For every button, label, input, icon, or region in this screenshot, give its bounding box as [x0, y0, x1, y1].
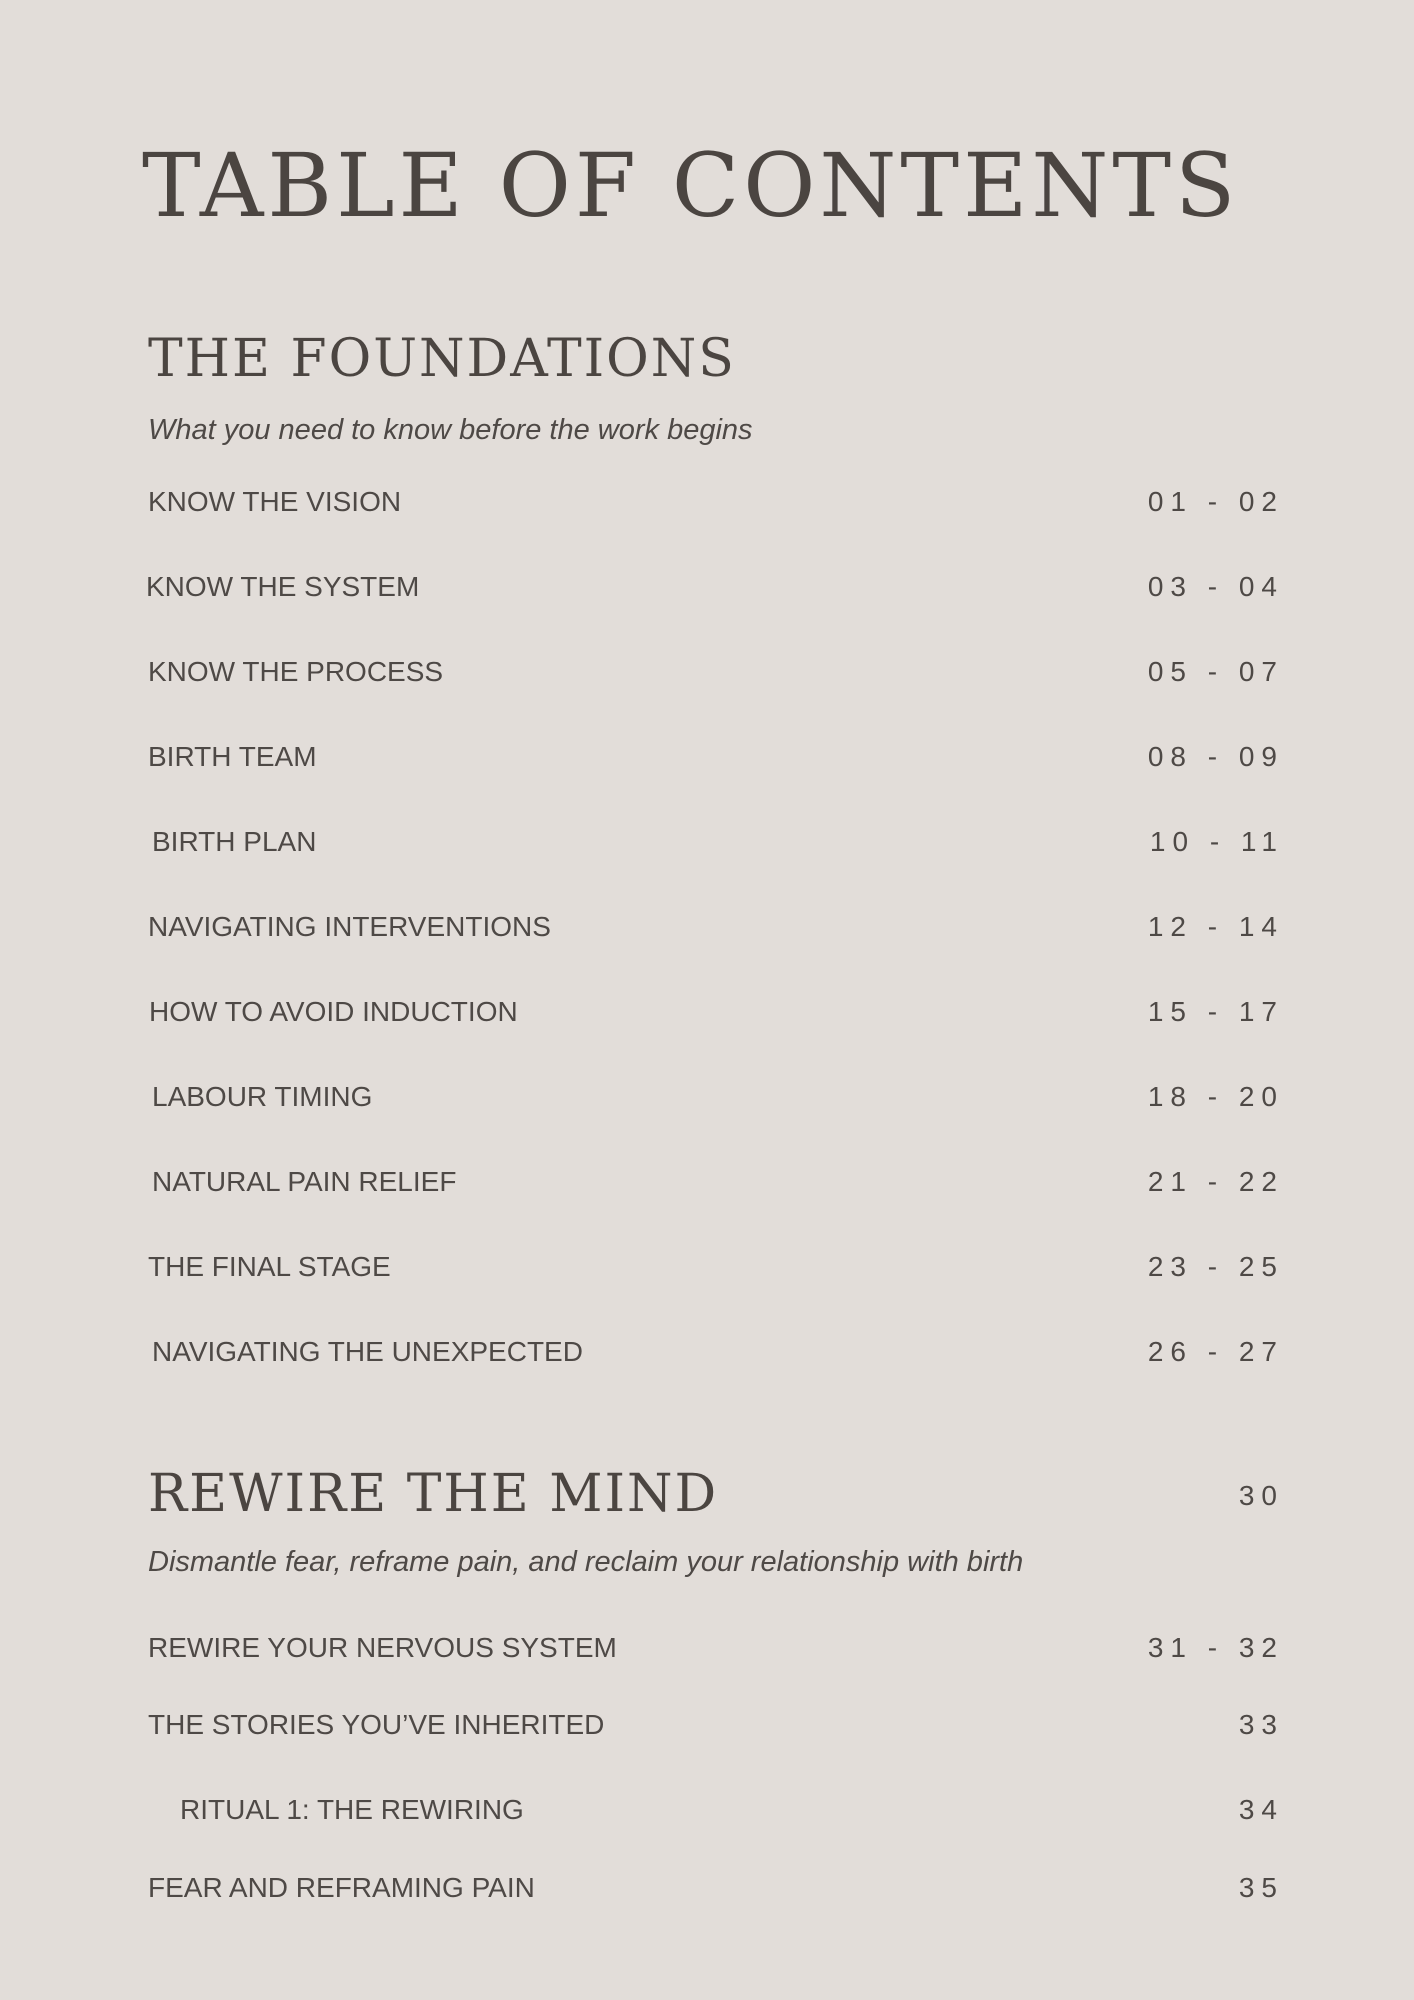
- toc-entry-label[interactable]: REWIRE YOUR NERVOUS SYSTEM: [148, 1632, 617, 1663]
- page-title: TABLE OF CONTENTS: [142, 134, 1240, 237]
- toc-entry-pages: 15 - 17: [1147, 996, 1284, 1027]
- section-title: REWIRE THE MIND: [148, 1464, 719, 1524]
- toc-entry-pages: 03 - 04: [1147, 571, 1284, 602]
- toc-entry-pages: 01 - 02: [1147, 486, 1284, 517]
- toc-entry-label[interactable]: THE FINAL STAGE: [148, 1251, 391, 1282]
- toc-entry-pages: 10 - 11: [1149, 826, 1284, 857]
- toc-entry-pages: 18 - 20: [1147, 1081, 1284, 1112]
- section-title: THE FOUNDATIONS: [148, 329, 736, 389]
- toc-entry-label[interactable]: LABOUR TIMING: [152, 1081, 373, 1112]
- toc-entry-pages: 26 - 27: [1147, 1336, 1284, 1367]
- toc-entry-pages: 34: [1238, 1794, 1284, 1825]
- section-subtitle: Dismantle fear, reframe pain, and reclaim your relationship with birth: [148, 1546, 1024, 1578]
- toc-entry-label[interactable]: KNOW THE VISION: [148, 486, 402, 517]
- toc-entry-label[interactable]: KNOW THE SYSTEM: [146, 571, 420, 602]
- section-page-number: 30: [1238, 1480, 1284, 1511]
- toc-entry-pages: 31 - 32: [1147, 1632, 1284, 1663]
- toc-entry-pages: 35: [1238, 1872, 1284, 1903]
- toc-entry-label[interactable]: RITUAL 1: THE REWIRING: [180, 1794, 524, 1825]
- toc-entry-pages: 33: [1238, 1709, 1284, 1740]
- toc-entry-label[interactable]: BIRTH TEAM: [148, 741, 317, 772]
- toc-entry-pages: 23 - 25: [1147, 1251, 1284, 1282]
- toc-entry-label[interactable]: BIRTH PLAN: [152, 826, 317, 857]
- toc-entry-label[interactable]: THE STORIES YOU’VE INHERITED: [148, 1709, 605, 1740]
- toc-entry-pages: 05 - 07: [1147, 656, 1284, 687]
- toc-entry-pages: 21 - 22: [1147, 1166, 1284, 1197]
- toc-entry-pages: 08 - 09: [1147, 741, 1284, 772]
- toc-entry-label[interactable]: NAVIGATING THE UNEXPECTED: [152, 1336, 583, 1367]
- toc-entry-label[interactable]: HOW TO AVOID INDUCTION: [149, 996, 518, 1027]
- toc-entry-label[interactable]: NATURAL PAIN RELIEF: [152, 1166, 457, 1197]
- toc-entry-label[interactable]: NAVIGATING INTERVENTIONS: [148, 911, 551, 942]
- toc-entry-pages: 12 - 14: [1147, 911, 1284, 942]
- toc-entry-label[interactable]: KNOW THE PROCESS: [148, 656, 444, 687]
- section-subtitle: What you need to know before the work begins: [148, 414, 753, 446]
- toc-entry-label[interactable]: FEAR AND REFRAMING PAIN: [148, 1872, 535, 1903]
